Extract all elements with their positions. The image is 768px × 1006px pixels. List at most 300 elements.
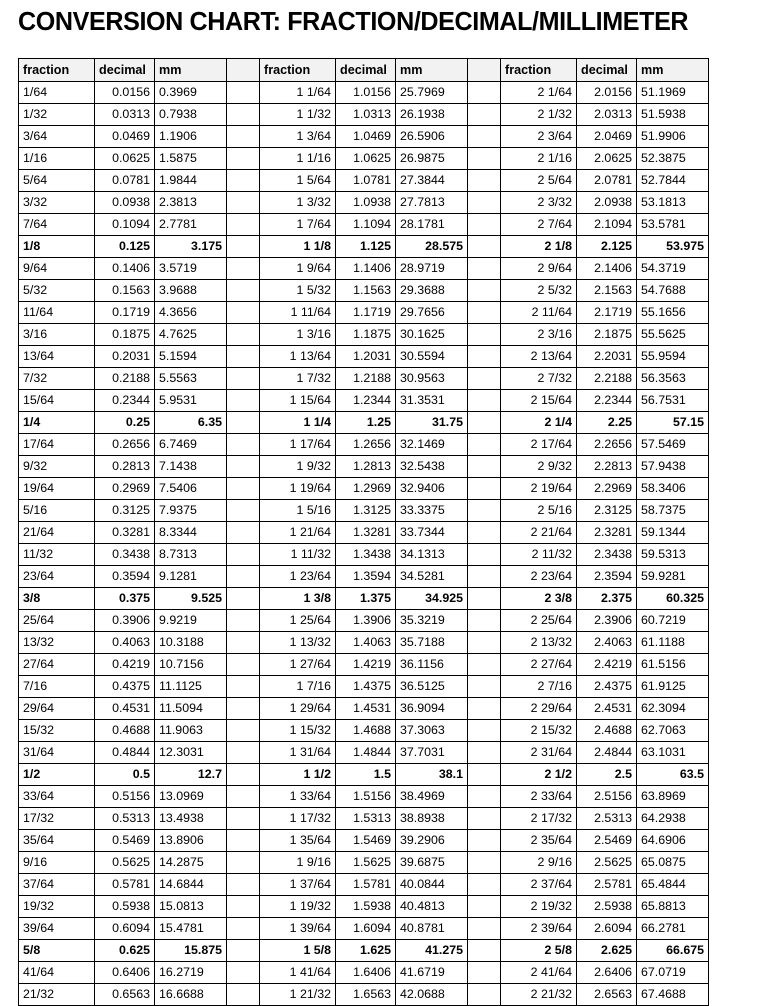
cell-fraction: 1 1/4	[260, 412, 336, 434]
cell-fraction: 2 23/64	[501, 566, 577, 588]
cell-mm: 11.1125	[155, 676, 227, 698]
column-spacer-1	[227, 236, 260, 258]
column-spacer-1	[227, 390, 260, 412]
cell-mm: 11.9063	[155, 720, 227, 742]
cell-mm: 40.4813	[396, 896, 468, 918]
cell-fraction: 21/32	[19, 984, 95, 1006]
cell-mm: 63.5	[637, 764, 709, 786]
cell-mm: 3.5719	[155, 258, 227, 280]
cell-mm: 26.9875	[396, 148, 468, 170]
table-row	[19, 742, 709, 764]
column-spacer-1	[227, 742, 260, 764]
cell-fraction: 9/32	[19, 456, 95, 478]
cell-decimal: 1.4063	[336, 632, 396, 654]
cell-mm: 65.4844	[637, 874, 709, 896]
cell-mm: 53.975	[637, 236, 709, 258]
cell-decimal: 2.0469	[577, 126, 637, 148]
cell-fraction: 9/16	[19, 852, 95, 874]
column-spacer-1	[227, 258, 260, 280]
cell-decimal: 1.3281	[336, 522, 396, 544]
cell-mm: 28.9719	[396, 258, 468, 280]
cell-fraction: 2 5/32	[501, 280, 577, 302]
table-row	[19, 676, 709, 698]
cell-fraction: 1 9/32	[260, 456, 336, 478]
cell-decimal: 1.1875	[336, 324, 396, 346]
conversion-table	[18, 58, 709, 1006]
cell-mm: 5.5563	[155, 368, 227, 390]
cell-decimal: 0.1719	[95, 302, 155, 324]
cell-mm: 57.9438	[637, 456, 709, 478]
cell-mm: 14.2875	[155, 852, 227, 874]
table-row	[19, 544, 709, 566]
cell-mm: 13.4938	[155, 808, 227, 830]
cell-fraction: 2 11/32	[501, 544, 577, 566]
cell-fraction: 2 19/64	[501, 478, 577, 500]
column-spacer-2	[468, 368, 501, 390]
cell-fraction: 1 9/16	[260, 852, 336, 874]
cell-decimal: 2.3438	[577, 544, 637, 566]
cell-fraction: 1 7/16	[260, 676, 336, 698]
cell-fraction: 1 3/32	[260, 192, 336, 214]
cell-fraction: 1 27/64	[260, 654, 336, 676]
table-row	[19, 148, 709, 170]
cell-fraction: 1 5/32	[260, 280, 336, 302]
cell-mm: 11.5094	[155, 698, 227, 720]
cell-mm: 38.1	[396, 764, 468, 786]
conversion-table-container	[18, 58, 704, 1006]
cell-mm: 29.3688	[396, 280, 468, 302]
cell-decimal: 0.5	[95, 764, 155, 786]
cell-mm: 62.7063	[637, 720, 709, 742]
cell-mm: 52.7844	[637, 170, 709, 192]
cell-fraction: 39/64	[19, 918, 95, 940]
cell-fraction: 2 5/16	[501, 500, 577, 522]
cell-fraction: 15/32	[19, 720, 95, 742]
cell-mm: 7.1438	[155, 456, 227, 478]
cell-fraction: 1 25/64	[260, 610, 336, 632]
header-fraction-group-2: fraction	[501, 59, 577, 82]
cell-mm: 61.9125	[637, 676, 709, 698]
cell-fraction: 2 9/16	[501, 852, 577, 874]
cell-fraction: 1 11/64	[260, 302, 336, 324]
cell-decimal: 2.2813	[577, 456, 637, 478]
cell-decimal: 1.3125	[336, 500, 396, 522]
cell-decimal: 1.2344	[336, 390, 396, 412]
cell-fraction: 1 35/64	[260, 830, 336, 852]
cell-decimal: 0.0781	[95, 170, 155, 192]
cell-decimal: 2.3125	[577, 500, 637, 522]
column-spacer-1	[227, 302, 260, 324]
cell-mm: 9.9219	[155, 610, 227, 632]
column-spacer-2	[468, 610, 501, 632]
cell-fraction: 5/16	[19, 500, 95, 522]
cell-mm: 4.3656	[155, 302, 227, 324]
cell-mm: 35.3219	[396, 610, 468, 632]
cell-fraction: 2 7/16	[501, 676, 577, 698]
cell-mm: 64.2938	[637, 808, 709, 830]
cell-fraction: 7/32	[19, 368, 95, 390]
cell-decimal: 0.125	[95, 236, 155, 258]
cell-decimal: 2.1406	[577, 258, 637, 280]
column-spacer-1	[227, 896, 260, 918]
column-spacer-2	[468, 302, 501, 324]
cell-mm: 13.8906	[155, 830, 227, 852]
cell-mm: 2.7781	[155, 214, 227, 236]
column-spacer-2	[468, 676, 501, 698]
cell-fraction: 2 1/32	[501, 104, 577, 126]
cell-decimal: 2.6406	[577, 962, 637, 984]
cell-decimal: 1.6406	[336, 962, 396, 984]
cell-mm: 51.9906	[637, 126, 709, 148]
cell-fraction: 2 11/64	[501, 302, 577, 324]
cell-fraction: 7/16	[19, 676, 95, 698]
cell-fraction: 1 13/32	[260, 632, 336, 654]
cell-fraction: 2 1/16	[501, 148, 577, 170]
cell-mm: 63.1031	[637, 742, 709, 764]
cell-mm: 12.7	[155, 764, 227, 786]
cell-mm: 37.3063	[396, 720, 468, 742]
cell-fraction: 2 25/64	[501, 610, 577, 632]
cell-decimal: 1.4844	[336, 742, 396, 764]
column-spacer-2	[468, 104, 501, 126]
column-spacer-2	[468, 59, 501, 82]
cell-fraction: 29/64	[19, 698, 95, 720]
cell-fraction: 2 3/8	[501, 588, 577, 610]
column-spacer-1	[227, 500, 260, 522]
cell-decimal: 2.1563	[577, 280, 637, 302]
cell-decimal: 0.2813	[95, 456, 155, 478]
column-spacer-1	[227, 82, 260, 104]
cell-mm: 15.875	[155, 940, 227, 962]
cell-fraction: 1/8	[19, 236, 95, 258]
cell-decimal: 0.3906	[95, 610, 155, 632]
cell-fraction: 1/2	[19, 764, 95, 786]
table-row	[19, 940, 709, 962]
column-spacer-2	[468, 214, 501, 236]
table-row	[19, 456, 709, 478]
cell-mm: 1.5875	[155, 148, 227, 170]
column-spacer-2	[468, 434, 501, 456]
table-row	[19, 302, 709, 324]
cell-decimal: 2.5	[577, 764, 637, 786]
cell-fraction: 2 13/64	[501, 346, 577, 368]
cell-decimal: 0.2656	[95, 434, 155, 456]
header-fraction-group-0: fraction	[19, 59, 95, 82]
cell-fraction: 2 1/4	[501, 412, 577, 434]
cell-mm: 57.5469	[637, 434, 709, 456]
cell-fraction: 33/64	[19, 786, 95, 808]
cell-fraction: 1/16	[19, 148, 95, 170]
cell-fraction: 1 41/64	[260, 962, 336, 984]
cell-mm: 12.3031	[155, 742, 227, 764]
cell-decimal: 0.5469	[95, 830, 155, 852]
table-row	[19, 566, 709, 588]
cell-mm: 66.2781	[637, 918, 709, 940]
cell-mm: 62.3094	[637, 698, 709, 720]
column-spacer-2	[468, 962, 501, 984]
cell-fraction: 2 9/32	[501, 456, 577, 478]
cell-decimal: 0.0469	[95, 126, 155, 148]
column-spacer-1	[227, 280, 260, 302]
header-fraction-group-1: fraction	[260, 59, 336, 82]
cell-fraction: 1 37/64	[260, 874, 336, 896]
cell-decimal: 2.2969	[577, 478, 637, 500]
cell-fraction: 19/64	[19, 478, 95, 500]
cell-mm: 58.3406	[637, 478, 709, 500]
cell-decimal: 2.2031	[577, 346, 637, 368]
cell-decimal: 0.5781	[95, 874, 155, 896]
cell-decimal: 2.6094	[577, 918, 637, 940]
cell-decimal: 1.2969	[336, 478, 396, 500]
cell-fraction: 2 1/2	[501, 764, 577, 786]
cell-decimal: 0.4531	[95, 698, 155, 720]
cell-fraction: 1 5/16	[260, 500, 336, 522]
cell-mm: 4.7625	[155, 324, 227, 346]
cell-fraction: 35/64	[19, 830, 95, 852]
table-row	[19, 654, 709, 676]
cell-decimal: 1.4219	[336, 654, 396, 676]
cell-mm: 3.175	[155, 236, 227, 258]
cell-mm: 67.4688	[637, 984, 709, 1006]
cell-mm: 61.5156	[637, 654, 709, 676]
cell-decimal: 1.2656	[336, 434, 396, 456]
header-mm-group-1: mm	[396, 59, 468, 82]
cell-mm: 15.4781	[155, 918, 227, 940]
column-spacer-2	[468, 830, 501, 852]
column-spacer-1	[227, 478, 260, 500]
cell-mm: 38.4969	[396, 786, 468, 808]
table-row	[19, 324, 709, 346]
cell-decimal: 1.1094	[336, 214, 396, 236]
column-spacer-2	[468, 588, 501, 610]
cell-mm: 29.7656	[396, 302, 468, 324]
cell-mm: 60.7219	[637, 610, 709, 632]
table-row	[19, 874, 709, 896]
cell-fraction: 1/32	[19, 104, 95, 126]
cell-fraction: 3/16	[19, 324, 95, 346]
cell-decimal: 1.2188	[336, 368, 396, 390]
cell-decimal: 2.25	[577, 412, 637, 434]
column-spacer-2	[468, 786, 501, 808]
cell-decimal: 1.3594	[336, 566, 396, 588]
cell-mm: 34.5281	[396, 566, 468, 588]
cell-decimal: 2.625	[577, 940, 637, 962]
cell-mm: 53.1813	[637, 192, 709, 214]
column-spacer-2	[468, 808, 501, 830]
table-row	[19, 786, 709, 808]
cell-decimal: 0.1563	[95, 280, 155, 302]
cell-mm: 60.325	[637, 588, 709, 610]
cell-fraction: 2 3/32	[501, 192, 577, 214]
cell-fraction: 1 17/64	[260, 434, 336, 456]
cell-fraction: 2 17/64	[501, 434, 577, 456]
table-row	[19, 610, 709, 632]
cell-fraction: 2 7/32	[501, 368, 577, 390]
column-spacer-2	[468, 874, 501, 896]
cell-fraction: 2 29/64	[501, 698, 577, 720]
table-row	[19, 962, 709, 984]
cell-decimal: 1.4375	[336, 676, 396, 698]
cell-fraction: 2 13/32	[501, 632, 577, 654]
cell-mm: 16.6688	[155, 984, 227, 1006]
cell-decimal: 1.0469	[336, 126, 396, 148]
column-spacer-1	[227, 192, 260, 214]
column-spacer-2	[468, 324, 501, 346]
cell-fraction: 2 5/64	[501, 170, 577, 192]
cell-decimal: 2.5156	[577, 786, 637, 808]
column-spacer-1	[227, 522, 260, 544]
cell-mm: 8.7313	[155, 544, 227, 566]
cell-mm: 59.5313	[637, 544, 709, 566]
table-row	[19, 830, 709, 852]
cell-mm: 16.2719	[155, 962, 227, 984]
column-spacer-2	[468, 984, 501, 1006]
cell-mm: 0.7938	[155, 104, 227, 126]
cell-mm: 56.3563	[637, 368, 709, 390]
cell-mm: 5.1594	[155, 346, 227, 368]
cell-fraction: 13/32	[19, 632, 95, 654]
cell-mm: 31.75	[396, 412, 468, 434]
cell-mm: 27.3844	[396, 170, 468, 192]
cell-decimal: 2.2188	[577, 368, 637, 390]
column-spacer-1	[227, 940, 260, 962]
cell-mm: 37.7031	[396, 742, 468, 764]
cell-decimal: 0.5938	[95, 896, 155, 918]
cell-decimal: 1.5469	[336, 830, 396, 852]
column-spacer-1	[227, 654, 260, 676]
table-row	[19, 852, 709, 874]
cell-decimal: 1.4531	[336, 698, 396, 720]
cell-decimal: 1.2031	[336, 346, 396, 368]
table-row	[19, 632, 709, 654]
cell-fraction: 9/64	[19, 258, 95, 280]
cell-decimal: 0.2031	[95, 346, 155, 368]
table-row	[19, 214, 709, 236]
header-decimal-group-2: decimal	[577, 59, 637, 82]
column-spacer-2	[468, 500, 501, 522]
cell-decimal: 1.4688	[336, 720, 396, 742]
cell-fraction: 3/32	[19, 192, 95, 214]
column-spacer-2	[468, 742, 501, 764]
column-spacer-1	[227, 170, 260, 192]
column-spacer-2	[468, 698, 501, 720]
cell-fraction: 1 7/32	[260, 368, 336, 390]
cell-fraction: 1 15/32	[260, 720, 336, 742]
cell-fraction: 2 15/64	[501, 390, 577, 412]
cell-mm: 41.275	[396, 940, 468, 962]
table-header-row	[19, 59, 709, 82]
cell-fraction: 2 39/64	[501, 918, 577, 940]
cell-mm: 26.5906	[396, 126, 468, 148]
table-row	[19, 500, 709, 522]
cell-mm: 8.3344	[155, 522, 227, 544]
cell-decimal: 1.3438	[336, 544, 396, 566]
cell-fraction: 11/32	[19, 544, 95, 566]
cell-fraction: 27/64	[19, 654, 95, 676]
cell-decimal: 2.1094	[577, 214, 637, 236]
cell-fraction: 3/8	[19, 588, 95, 610]
cell-mm: 33.7344	[396, 522, 468, 544]
cell-fraction: 1 11/32	[260, 544, 336, 566]
column-spacer-1	[227, 676, 260, 698]
cell-fraction: 2 27/64	[501, 654, 577, 676]
cell-decimal: 0.0625	[95, 148, 155, 170]
cell-mm: 32.1469	[396, 434, 468, 456]
cell-mm: 15.0813	[155, 896, 227, 918]
cell-mm: 51.5938	[637, 104, 709, 126]
cell-decimal: 0.4219	[95, 654, 155, 676]
cell-decimal: 0.3281	[95, 522, 155, 544]
cell-decimal: 0.0313	[95, 104, 155, 126]
cell-mm: 31.3531	[396, 390, 468, 412]
column-spacer-1	[227, 808, 260, 830]
cell-mm: 55.9594	[637, 346, 709, 368]
cell-decimal: 2.1719	[577, 302, 637, 324]
column-spacer-1	[227, 632, 260, 654]
cell-decimal: 0.6406	[95, 962, 155, 984]
column-spacer-2	[468, 720, 501, 742]
cell-mm: 65.8813	[637, 896, 709, 918]
cell-decimal: 2.125	[577, 236, 637, 258]
table-row	[19, 808, 709, 830]
cell-fraction: 1 7/64	[260, 214, 336, 236]
cell-fraction: 2 1/64	[501, 82, 577, 104]
table-header	[19, 59, 709, 82]
cell-decimal: 2.3281	[577, 522, 637, 544]
column-spacer-1	[227, 764, 260, 786]
cell-mm: 6.35	[155, 412, 227, 434]
cell-mm: 30.9563	[396, 368, 468, 390]
cell-mm: 30.5594	[396, 346, 468, 368]
cell-fraction: 17/32	[19, 808, 95, 830]
cell-decimal: 1.0313	[336, 104, 396, 126]
cell-mm: 54.3719	[637, 258, 709, 280]
cell-fraction: 2 37/64	[501, 874, 577, 896]
column-spacer-1	[227, 544, 260, 566]
cell-fraction: 1 19/32	[260, 896, 336, 918]
cell-fraction: 5/8	[19, 940, 95, 962]
table-row	[19, 698, 709, 720]
table-row	[19, 478, 709, 500]
column-spacer-2	[468, 258, 501, 280]
cell-decimal: 0.1875	[95, 324, 155, 346]
table-row	[19, 984, 709, 1006]
cell-fraction: 2 33/64	[501, 786, 577, 808]
cell-mm: 61.1188	[637, 632, 709, 654]
cell-fraction: 1 19/64	[260, 478, 336, 500]
cell-mm: 10.3188	[155, 632, 227, 654]
cell-decimal: 2.2344	[577, 390, 637, 412]
cell-decimal: 2.0156	[577, 82, 637, 104]
column-spacer-1	[227, 852, 260, 874]
cell-mm: 55.1656	[637, 302, 709, 324]
cell-decimal: 0.2969	[95, 478, 155, 500]
cell-mm: 30.1625	[396, 324, 468, 346]
column-spacer-2	[468, 522, 501, 544]
cell-fraction: 1 23/64	[260, 566, 336, 588]
cell-decimal: 0.5313	[95, 808, 155, 830]
cell-mm: 9.525	[155, 588, 227, 610]
header-mm-group-2: mm	[637, 59, 709, 82]
cell-decimal: 1.0156	[336, 82, 396, 104]
cell-mm: 40.0844	[396, 874, 468, 896]
cell-decimal: 1.5938	[336, 896, 396, 918]
table-row	[19, 764, 709, 786]
cell-fraction: 2 41/64	[501, 962, 577, 984]
table-row	[19, 236, 709, 258]
cell-decimal: 2.4063	[577, 632, 637, 654]
column-spacer-1	[227, 104, 260, 126]
